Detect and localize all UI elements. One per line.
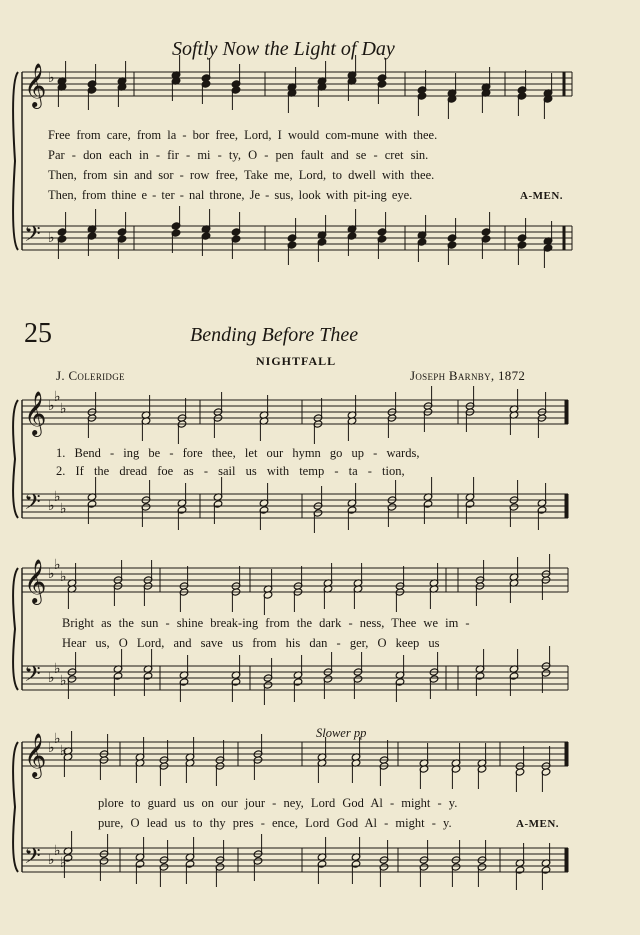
system2-verse-2: Hear us, O Lord, and save us from his dan - ger, O keep us <box>62 636 440 650</box>
flat-icon: ♭ <box>54 731 61 747</box>
tune-name: NIGHTFALL <box>256 354 337 368</box>
flat-icon: ♭ <box>48 740 55 756</box>
flat-icon: ♭ <box>48 852 55 868</box>
bass-clef-icon: 𝄢 <box>24 844 41 874</box>
dynamic-marking: Slower pp <box>316 726 367 740</box>
flat-icon: ♭ <box>60 743 67 759</box>
hymn-title: Bending Before Thee <box>190 324 359 346</box>
hymn-amen: A-MEN. <box>516 818 560 830</box>
flat-icon: ♭ <box>48 670 55 686</box>
flat-icon: ♭ <box>60 401 67 417</box>
treble-clef-icon: 𝄞 <box>24 733 47 777</box>
flat-icon: ♭ <box>48 230 55 246</box>
composer: Joseph Barnby, 1872 <box>410 368 526 383</box>
bass-clef-icon: 𝄢 <box>24 490 41 520</box>
flat-icon: ♭ <box>60 673 67 689</box>
flat-icon: ♭ <box>60 855 67 871</box>
hymn-prev-verse-3: Then, from sin and sor - row free, Take me, Lord, to dwell with thee. <box>48 168 435 182</box>
treble-clef-icon: 𝄞 <box>24 391 47 435</box>
flat-icon: ♭ <box>54 389 61 405</box>
treble-clef-icon: 𝄞 <box>24 559 47 603</box>
flat-icon: ♭ <box>48 398 55 414</box>
system-brace <box>13 72 18 250</box>
hymn-prev-verse-4: Then, from thine e - ter - nal throne, Je - sus, look with pit-ing eye. <box>48 188 413 202</box>
hymn-prev-amen: A-MEN. <box>520 190 564 202</box>
author: J. Coleridge <box>56 368 125 383</box>
hymn-prev-verse-2: Par - don each in - fir - mi - ty, O - pen fault and se - cret sin. <box>48 148 429 162</box>
hymn-number: 25 <box>24 318 52 349</box>
system1-verse-2: 2. If the dread foe as - sail us with temp - ta - tion, <box>56 464 405 478</box>
flat-icon: ♭ <box>48 70 55 86</box>
flat-icon: ♭ <box>54 661 61 677</box>
bass-clef-icon: 𝄢 <box>24 222 41 252</box>
flat-icon: ♭ <box>54 489 61 505</box>
treble-clef-icon: 𝄞 <box>24 63 47 107</box>
flat-icon: ♭ <box>48 566 55 582</box>
flat-icon: ♭ <box>48 498 55 514</box>
hymn-prev-verse-1: Free from care, from la - bor free, Lord, I would com-mune with thee. <box>48 128 438 142</box>
system2-verse-1: Bright as the sun - shine break-ing from the dark - ness, Thee we im - <box>62 616 470 630</box>
system-brace <box>13 568 18 690</box>
system-brace <box>13 400 18 518</box>
system1-verse-1: 1. Bend - ing be - fore thee, let our hymn go up - wards, <box>56 446 420 460</box>
system3-verse-1: plore to guard us on our jour - ney, Lord God Al - might - y. <box>98 796 458 810</box>
flat-icon: ♭ <box>60 569 67 585</box>
system-brace <box>13 742 18 872</box>
system3-verse-2: pure, O lead us to thy pres - ence, Lord God Al - might - y. <box>98 816 452 830</box>
flat-icon: ♭ <box>54 843 61 859</box>
flat-icon: ♭ <box>60 501 67 517</box>
bass-clef-icon: 𝄢 <box>24 662 41 692</box>
flat-icon: ♭ <box>54 557 61 573</box>
hymn-prev-title: Softly Now the Light of Day <box>172 38 395 60</box>
